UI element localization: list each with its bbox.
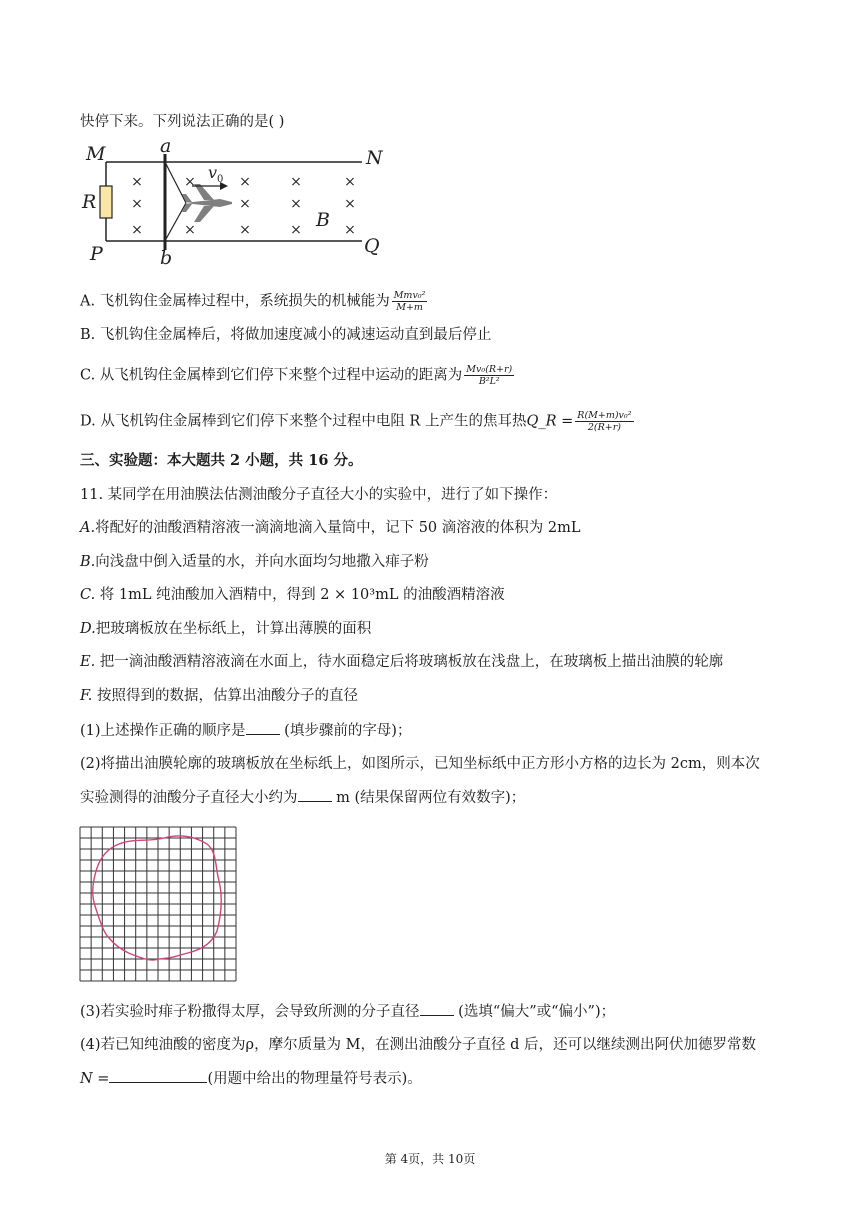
step-letter: B. [80,554,96,570]
answer-blank-1[interactable] [246,720,280,735]
label-N: N [366,147,383,169]
oil-film-grid-figure [79,826,239,984]
part-4-suffix: (用题中给出的物理量符号表示)。 [207,1071,422,1087]
step-letter: A. [80,520,96,536]
option-c-text: C. 从飞机钩住金属棒到它们停下来整个过程中运动的距离为 [80,367,463,384]
option-a [80,290,429,313]
field-mark: × [131,222,143,238]
field-mark: × [290,222,302,238]
rail-circuit-diagram [80,138,400,266]
step-f [80,686,358,706]
step-text: 将配好的油酸酒精溶液一滴滴地滴入量筒中，记下 50 滴溶液的体积为 2mL [95,520,581,536]
label-B: B [316,209,330,231]
option-a-denominator: M+m [396,302,423,313]
option-d-fraction [575,410,633,433]
label-a: a [160,138,172,157]
step-b [80,552,429,572]
part-2-line-1: (2)将描出油膜轮廓的玻璃板放在坐标纸上，如图所示，已知坐标纸中正方形小方格的边长为 2cm，则本次 [80,756,760,772]
step-text: 将 1mL 纯油酸加入酒精中，得到 2 × 10³mL 的油酸酒精溶液 [95,587,505,603]
step-letter: D. [80,621,96,637]
option-a-fraction [392,290,428,313]
oil-film-outline [93,836,221,960]
answer-blank-4[interactable] [109,1068,207,1083]
option-b: B. 飞机钩住金属棒后，将做加速度减小的减速运动直到最后停止 [80,327,492,343]
step-letter: C. [80,587,96,603]
part-4-line-1: (4)若已知纯油酸的密度为ρ，摩尔质量为 M，在测出油酸分子直径 d 后，还可以继续测出阿伏加德罗常数 [80,1037,757,1053]
field-mark: × [184,174,196,190]
option-d [80,410,636,433]
intro-text: 快停下来。下列说法正确的是( ) [80,114,285,130]
part-4-equation: N = [80,1071,110,1087]
label-v0-sub: 0 [217,174,224,185]
label-P: P [90,243,103,265]
field-mark: × [239,174,251,190]
option-c-denominator: B²L² [478,376,500,387]
field-mark: × [290,174,302,190]
step-letter: F. [80,688,93,704]
option-a-numerator: Mmv₀² [393,290,426,301]
part-1-suffix: (填步骤前的字母)； [279,723,412,739]
answer-blank-2[interactable] [298,787,332,802]
option-d-text: D. 从飞机钩住金属棒到它们停下来整个过程中电阻 R 上产生的焦耳热 [80,413,527,430]
label-Q: Q [364,235,380,257]
part-3 [80,1001,615,1022]
option-c [80,364,516,387]
label-v0: v [208,163,218,182]
step-c [80,585,505,605]
part-2-suffix: m (结果保留两位有效数字)； [331,790,526,806]
field-mark: × [184,222,196,238]
part-3-suffix: (选填“偏大”或“偏小”)； [453,1004,616,1020]
step-text: 把玻璃板放在坐标纸上，计算出薄膜的面积 [95,621,372,637]
label-M: M [86,143,106,165]
field-mark: × [239,196,251,212]
field-mark: × [344,174,356,190]
part-3-text: (3)若实验时痱子粉撒得太厚，会导致所测的分子直径 [80,1004,420,1020]
option-d-numerator: R(M+m)v₀² [577,410,632,421]
field-mark: × [290,196,302,212]
label-b: b [160,247,173,266]
step-e [80,652,723,672]
step-text: 按照得到的数据，估算出油酸分子的直径 [92,688,359,704]
part-1 [80,720,411,741]
question-11-stem: 11. 某同学在用油膜法估测油酸分子直径大小的实验中，进行了如下操作： [80,487,558,503]
step-d [80,619,371,639]
answer-blank-3[interactable] [420,1001,454,1016]
resistor [100,186,112,218]
part-2-line-2 [80,787,525,808]
option-d-denominator: 2(R+r) [587,422,621,433]
field-mark: × [239,222,251,238]
label-R: R [82,191,97,213]
section-title: 三、实验题：本大题共 2 小题，共 16 分。 [80,452,363,469]
part-4-line-2 [80,1068,422,1089]
step-a [80,518,580,538]
option-c-fraction [464,364,514,387]
step-letter: E. [80,654,96,670]
option-a-text: A. 飞机钩住金属棒过程中，系统损失的机械能为 [80,293,390,310]
option-d-equation: Q_R = [526,413,574,430]
field-mark: × [131,174,143,190]
field-mark: × [344,196,356,212]
field-mark: × [131,196,143,212]
page-footer: 第 4页，共 10页 [384,1152,476,1166]
part-1-text: (1)上述操作正确的顺序是 [80,723,246,739]
step-text: 向浅盘中倒入适量的水，并向水面均匀地撒入痱子粉 [95,554,429,570]
part-2-text: 实验测得的油酸分子直径大小约为 [80,790,298,806]
step-text: 把一滴油酸酒精溶液滴在水面上，待水面稳定后将玻璃板放在浅盘上，在玻璃板上描出油膜的轮廓 [95,654,724,670]
field-mark: × [344,222,356,238]
option-c-numerator: Mv₀(R+r) [466,364,513,375]
